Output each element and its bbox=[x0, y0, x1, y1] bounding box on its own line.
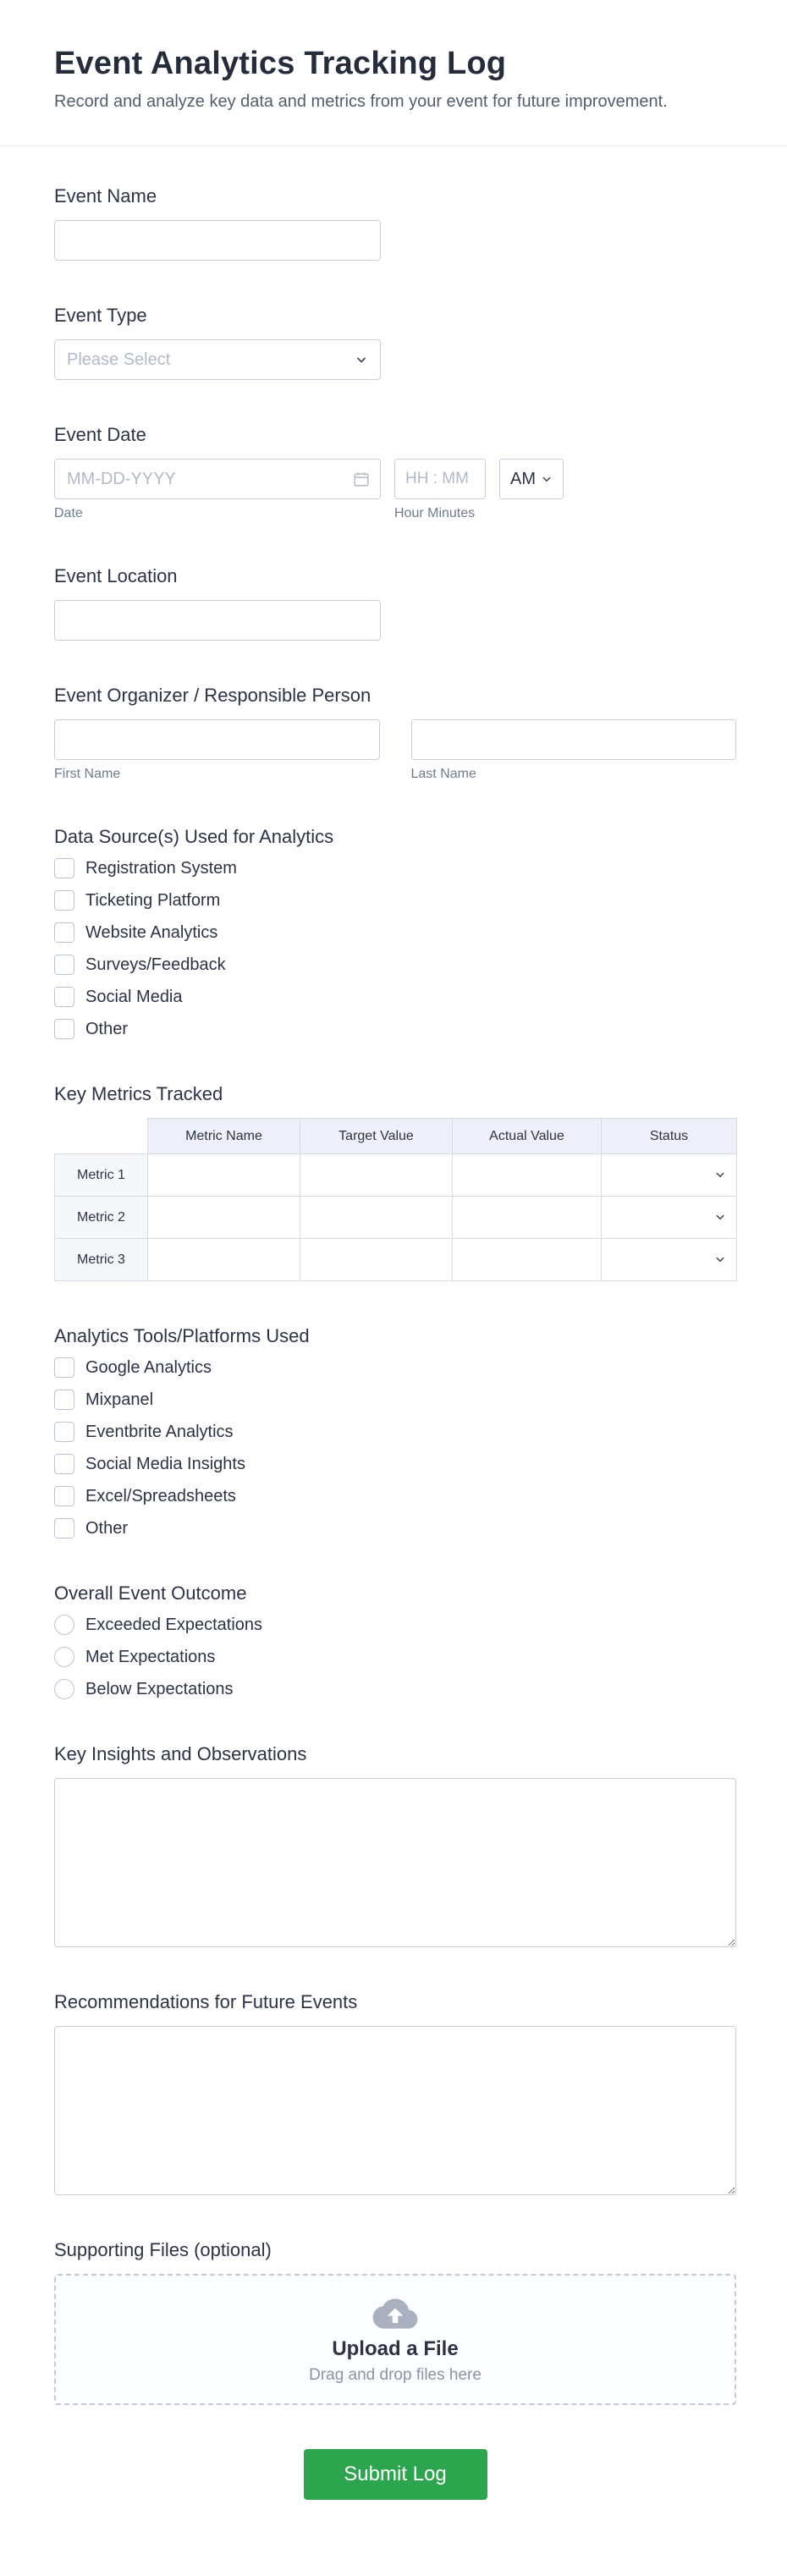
metric-2-target-cell[interactable] bbox=[300, 1197, 453, 1239]
checkbox-option-tools-other[interactable] bbox=[54, 1518, 736, 1538]
radio-option-met-expectations[interactable] bbox=[54, 1647, 736, 1667]
checkbox-option-registration-system[interactable] bbox=[54, 858, 736, 878]
last-name-group bbox=[411, 719, 737, 782]
event-type-select[interactable] bbox=[54, 339, 381, 380]
metric-3-status-select[interactable] bbox=[602, 1239, 737, 1281]
data-sources-label: Data Source(s) Used for Analytics bbox=[54, 826, 334, 847]
column-header-status: Status bbox=[602, 1119, 737, 1154]
checkbox-icon[interactable] bbox=[54, 1019, 74, 1039]
checkbox-label: Other bbox=[85, 1518, 129, 1538]
submit-row bbox=[54, 2449, 736, 2546]
calendar-icon[interactable] bbox=[352, 470, 371, 488]
metric-2-name-cell[interactable] bbox=[148, 1197, 300, 1239]
checkbox-label: Other bbox=[85, 1019, 129, 1038]
checkbox-icon[interactable] bbox=[54, 987, 74, 1007]
chevron-down-icon bbox=[713, 1252, 728, 1267]
checkbox-option-social-media[interactable] bbox=[54, 987, 736, 1007]
table-row bbox=[55, 1154, 737, 1197]
first-name-input[interactable] bbox=[54, 719, 380, 760]
time-field-group bbox=[394, 459, 486, 521]
checkbox-option-google-analytics[interactable] bbox=[54, 1357, 736, 1378]
metric-1-target-cell[interactable] bbox=[300, 1154, 453, 1197]
question-recommendations bbox=[54, 1991, 736, 2195]
question-key-metrics bbox=[54, 1083, 736, 1281]
column-header-metric-name: Metric Name bbox=[148, 1119, 300, 1154]
column-header-actual-value: Actual Value bbox=[453, 1119, 602, 1154]
radio-option-below-expectations[interactable] bbox=[54, 1679, 736, 1699]
ampm-select[interactable] bbox=[499, 459, 564, 499]
table-row bbox=[55, 1197, 737, 1239]
checkbox-option-eventbrite-analytics[interactable] bbox=[54, 1422, 736, 1442]
checkbox-icon[interactable] bbox=[54, 1390, 74, 1410]
radio-label: Below Expectations bbox=[85, 1679, 234, 1698]
analytics-tools-label: Analytics Tools/Platforms Used bbox=[54, 1325, 310, 1346]
form-body bbox=[0, 146, 787, 2546]
checkbox-icon[interactable] bbox=[54, 955, 74, 975]
ampm-field-group bbox=[499, 459, 564, 499]
upload-cloud-icon bbox=[372, 2295, 418, 2332]
key-metrics-label: Key Metrics Tracked bbox=[54, 1083, 223, 1104]
recommendations-textarea[interactable] bbox=[54, 2026, 736, 2195]
checkbox-option-ticketing-platform[interactable] bbox=[54, 890, 736, 911]
radio-icon[interactable] bbox=[54, 1679, 74, 1699]
metric-3-name-cell[interactable] bbox=[148, 1239, 300, 1281]
page-title: Event Analytics Tracking Log bbox=[54, 46, 507, 81]
question-insights bbox=[54, 1743, 736, 1947]
row-label-metric-3: Metric 3 bbox=[55, 1239, 148, 1281]
checkbox-icon[interactable] bbox=[54, 1486, 74, 1506]
event-date-label: Event Date bbox=[54, 424, 146, 445]
checkbox-option-surveys-feedback[interactable] bbox=[54, 955, 736, 975]
key-metrics-table bbox=[54, 1118, 737, 1281]
metric-2-actual-cell[interactable] bbox=[453, 1197, 602, 1239]
form-header bbox=[0, 0, 787, 146]
outcome-label: Overall Event Outcome bbox=[54, 1582, 247, 1604]
checkbox-label: Google Analytics bbox=[85, 1357, 212, 1377]
metric-2-status-select[interactable] bbox=[602, 1197, 737, 1239]
insights-label: Key Insights and Observations bbox=[54, 1743, 307, 1764]
checkbox-label: Website Analytics bbox=[85, 922, 218, 942]
question-outcome bbox=[54, 1582, 736, 1699]
date-sublabel: Date bbox=[54, 506, 83, 520]
question-event-type bbox=[54, 305, 736, 380]
checkbox-icon[interactable] bbox=[54, 890, 74, 911]
event-location-input[interactable] bbox=[54, 600, 381, 641]
checkbox-option-website-analytics[interactable] bbox=[54, 922, 736, 943]
chevron-down-icon bbox=[353, 351, 370, 368]
checkbox-icon[interactable] bbox=[54, 1454, 74, 1474]
time-sublabel: Hour Minutes bbox=[394, 506, 476, 520]
checkbox-option-social-media-insights[interactable] bbox=[54, 1454, 736, 1474]
chevron-down-icon bbox=[713, 1209, 728, 1225]
question-analytics-tools bbox=[54, 1325, 736, 1538]
radio-icon[interactable] bbox=[54, 1647, 74, 1667]
radio-icon[interactable] bbox=[54, 1615, 74, 1635]
checkbox-icon[interactable] bbox=[54, 922, 74, 943]
table-row bbox=[55, 1239, 737, 1281]
checkbox-label: Excel/Spreadsheets bbox=[85, 1486, 236, 1505]
metric-1-actual-cell[interactable] bbox=[453, 1154, 602, 1197]
recommendations-label: Recommendations for Future Events bbox=[54, 1991, 358, 2012]
ampm-value: AM bbox=[510, 469, 536, 488]
checkbox-label: Eventbrite Analytics bbox=[85, 1422, 234, 1441]
row-label-metric-1: Metric 1 bbox=[55, 1154, 148, 1197]
checkbox-label: Registration System bbox=[85, 858, 237, 878]
supporting-files-label: Supporting Files (optional) bbox=[54, 2239, 272, 2260]
checkbox-icon[interactable] bbox=[54, 1518, 74, 1538]
upload-title: Upload a File bbox=[332, 2337, 459, 2360]
metric-1-status-select[interactable] bbox=[602, 1154, 737, 1197]
upload-hint: Drag and drop files here bbox=[309, 2365, 482, 2384]
event-time-input[interactable] bbox=[394, 459, 486, 499]
checkbox-option-other[interactable] bbox=[54, 1019, 736, 1039]
chevron-down-icon bbox=[539, 471, 554, 487]
chevron-down-icon bbox=[713, 1167, 728, 1182]
checkbox-icon[interactable] bbox=[54, 858, 74, 878]
submit-button[interactable]: Submit Log bbox=[304, 2449, 487, 2500]
first-name-sublabel: First Name bbox=[54, 767, 121, 781]
table-corner-cell bbox=[55, 1119, 148, 1154]
radio-option-exceeded-expectations[interactable] bbox=[54, 1615, 736, 1635]
last-name-sublabel: Last Name bbox=[410, 767, 476, 781]
checkbox-option-mixpanel[interactable] bbox=[54, 1390, 736, 1410]
question-event-date bbox=[54, 424, 736, 521]
checkbox-icon[interactable] bbox=[54, 1357, 74, 1378]
row-label-metric-2: Metric 2 bbox=[55, 1197, 148, 1239]
event-date-input[interactable] bbox=[54, 459, 381, 499]
event-name-label: Event Name bbox=[54, 185, 157, 206]
radio-label: Met Expectations bbox=[85, 1647, 216, 1666]
column-header-target-value: Target Value bbox=[300, 1119, 453, 1154]
page-subtitle: Record and analyze key data and metrics from your event for future improvement. bbox=[54, 92, 668, 111]
checkbox-label: Ticketing Platform bbox=[85, 890, 221, 910]
checkbox-label: Surveys/Feedback bbox=[85, 955, 226, 974]
last-name-input[interactable] bbox=[411, 719, 737, 760]
checkbox-option-excel-spreadsheets[interactable] bbox=[54, 1486, 736, 1506]
question-event-name bbox=[54, 185, 736, 261]
date-field-group bbox=[54, 459, 381, 521]
question-organizer bbox=[54, 685, 736, 782]
radio-label: Exceeded Expectations bbox=[85, 1615, 263, 1634]
event-location-label: Event Location bbox=[54, 565, 178, 586]
event-date-field[interactable] bbox=[54, 459, 381, 499]
question-data-sources bbox=[54, 826, 736, 1039]
metric-3-actual-cell[interactable] bbox=[453, 1239, 602, 1281]
event-type-label: Event Type bbox=[54, 305, 147, 326]
metric-1-name-cell[interactable] bbox=[148, 1154, 300, 1197]
first-name-group bbox=[54, 719, 380, 782]
question-supporting-files bbox=[54, 2239, 736, 2405]
event-type-placeholder: Please Select bbox=[67, 350, 171, 369]
checkbox-label: Social Media Insights bbox=[85, 1454, 245, 1473]
question-event-location bbox=[54, 565, 736, 641]
metric-3-target-cell[interactable] bbox=[300, 1239, 453, 1281]
insights-textarea[interactable] bbox=[54, 1778, 736, 1947]
checkbox-label: Mixpanel bbox=[85, 1390, 154, 1409]
file-upload-dropzone[interactable] bbox=[54, 2274, 736, 2405]
event-name-input[interactable] bbox=[54, 220, 381, 261]
organizer-label: Event Organizer / Responsible Person bbox=[54, 685, 371, 706]
checkbox-label: Social Media bbox=[85, 987, 183, 1006]
checkbox-icon[interactable] bbox=[54, 1422, 74, 1442]
